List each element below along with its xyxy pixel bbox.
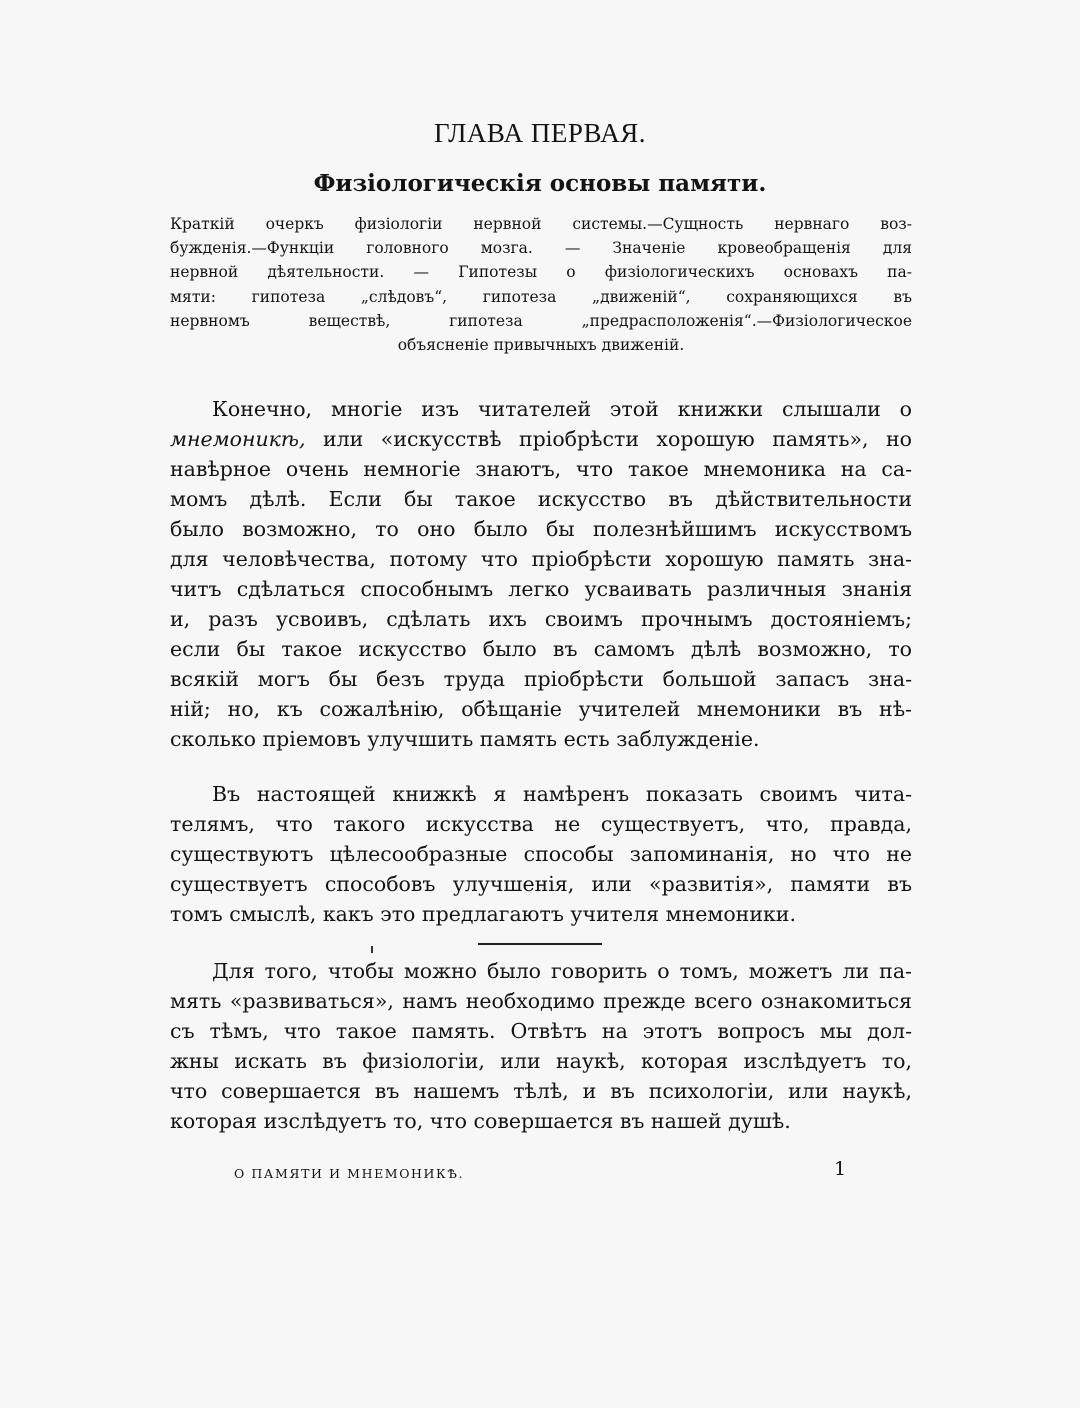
paragraph-line: Конечно, многiе изъ читателей этой книжки слышали о xyxy=(212,397,912,421)
paragraph-line: Въ настоящей книжкѣ я намѣренъ показать своимъ чита- xyxy=(212,782,912,806)
paragraph-line: существуютъ цѣлесообразные способы запоминанiя, но что не xyxy=(170,842,912,866)
paragraph-line: было возможно, то оно было бы полезнѣйшимъ искусствомъ xyxy=(170,517,912,541)
paragraph-line: навѣрное очень немногiе знаютъ, что такое мнемоника на са- xyxy=(170,457,912,481)
abstract-line: нервномъ веществѣ, гипотеза „предрасположенiя“.—Физiологическое xyxy=(170,311,912,330)
section-divider xyxy=(478,943,602,945)
chapter-abstract xyxy=(170,212,912,357)
paragraph-line: и, разъ усвоивъ, сдѣлать ихъ своимъ прочнымъ достоянiемъ; xyxy=(170,607,912,631)
paragraph-line: жны искать въ физiологiи, или наукѣ, которая изслѣдуетъ то, xyxy=(170,1049,912,1073)
abstract-line: бужденiя.—Функцiи головного мозга. — Значенiе кровеобращенiя для xyxy=(170,239,912,258)
abstract-line: Краткiй очеркъ физiологiи нервной системы.—Сущность нервнаго воз- xyxy=(170,215,912,233)
paragraph-line: для человѣчества, потому что прiобрѣсти хорошую память зна- xyxy=(170,547,912,571)
paragraph-line: читъ сдѣлаться способнымъ легко усваивать различныя знанiя xyxy=(170,577,912,601)
paragraph-line: если бы такое искусство было въ самомъ дѣлѣ возможно, то xyxy=(170,637,912,661)
paragraph-line: всякiй могъ бы безъ труда прiобрѣсти большой запасъ зна- xyxy=(170,667,912,691)
print-mark xyxy=(371,946,373,953)
paragraph-line: сколько прiемовъ улучшить память есть заблужденiе. xyxy=(170,727,760,751)
paragraph-line: существуетъ способовъ улучшенiя, или «развитiя», памяти въ xyxy=(170,872,912,896)
paragraph-line-rest: или «искусствѣ прiобрѣсти хорошую память», но xyxy=(305,427,912,451)
paragraph-line xyxy=(170,424,912,454)
italic-term: мнемоникѣ, xyxy=(170,427,306,451)
page-number: 1 xyxy=(834,1158,847,1180)
chapter-title: ГЛАВА ПЕРВАЯ. xyxy=(433,118,647,148)
abstract-line: объясненiе привычныхъ движенiй. xyxy=(397,335,685,354)
running-footer-title: О ПАМЯТИ И МНЕМОНИКѢ. xyxy=(234,1166,465,1181)
abstract-line: нервной дѣятельности. — Гипотезы о физiологическихъ основахъ па- xyxy=(170,263,912,282)
paragraph-line: томъ смыслѣ, какъ это предлагаютъ учителя мнемоники. xyxy=(170,902,796,926)
paragraph-3 xyxy=(170,956,912,1136)
paragraph-line: телямъ, что такого искусства не существуетъ, что, правда, xyxy=(170,812,912,836)
paragraph-line: мять «развиваться», намъ необходимо прежде всего ознакомиться xyxy=(170,989,912,1013)
abstract-line: мяти: гипотеза „слѣдовъ“, гипотеза „движенiй“, сохраняющихся въ xyxy=(170,287,912,306)
paragraph-line: съ тѣмъ, что такое память. Отвѣтъ на этотъ вопросъ мы дол- xyxy=(170,1019,912,1043)
paragraph-line: нiй; но, къ сожалѣнiю, обѣщанiе учителей мнемоники въ нѣ- xyxy=(170,697,912,721)
paragraph-line: Для того, чтобы можно было говорить о томъ, можетъ ли па- xyxy=(212,959,912,983)
paragraph-line: что совершается въ нашемъ тѣлѣ, и въ психологiи, или наукѣ, xyxy=(170,1079,912,1103)
paragraph-1 xyxy=(170,394,912,754)
section-title: Физiологическiя основы памяти. xyxy=(313,170,767,197)
paragraph-line: момъ дѣлѣ. Если бы такое искусство въ дѣйствительности xyxy=(170,487,912,511)
paragraph-2 xyxy=(170,779,912,929)
paragraph-line: которая изслѣдуетъ то, что совершается въ нашей душѣ. xyxy=(170,1109,791,1133)
